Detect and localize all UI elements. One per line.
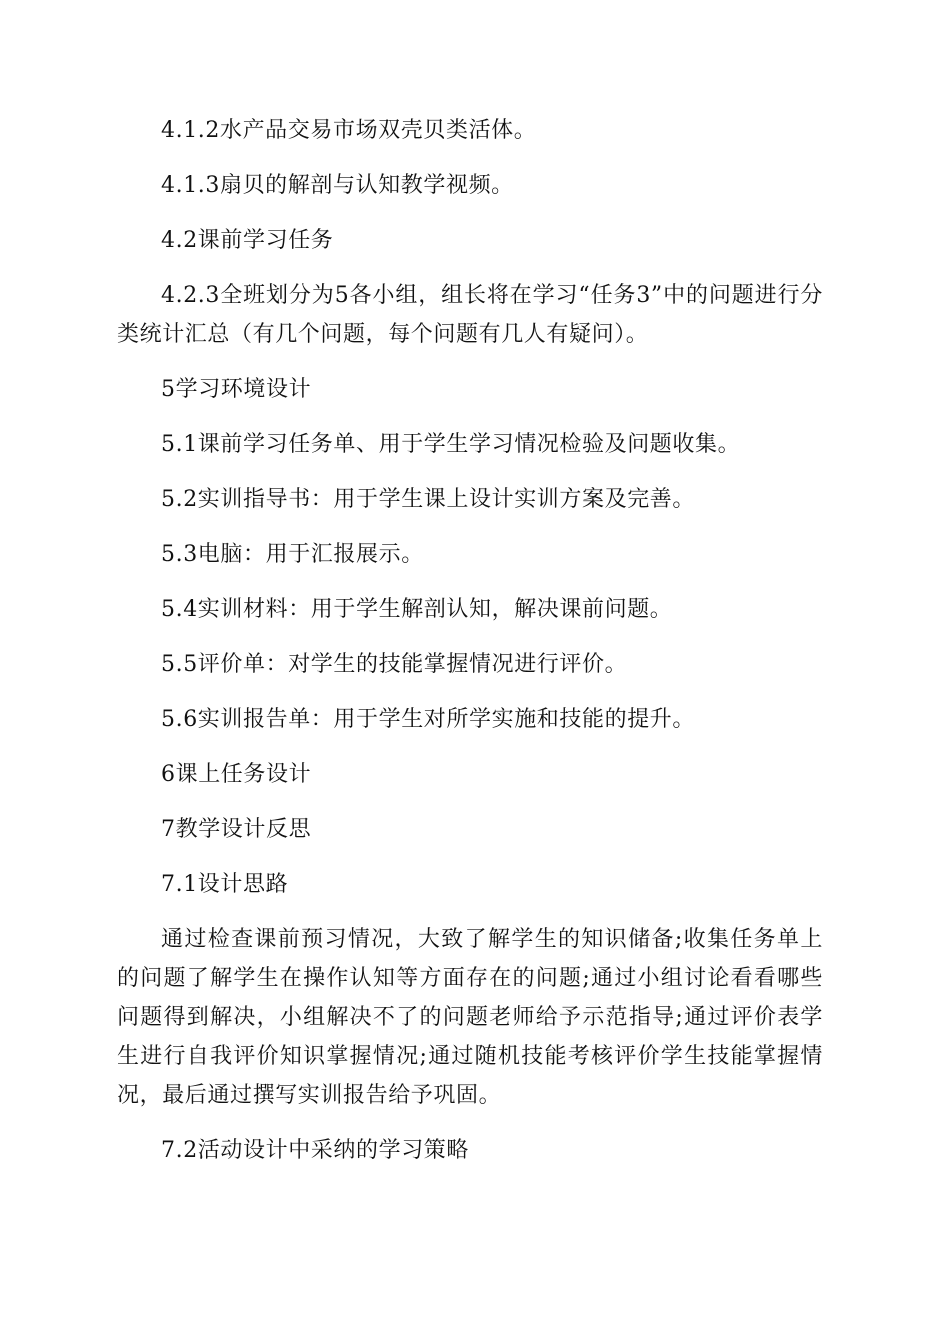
document-body [117, 111, 823, 1170]
heading-7: 7教学设计反思 [161, 817, 312, 842]
paragraph-5-1: 5.1课前学习任务单、用于学生学习情况检验及问题收集。 [161, 432, 741, 457]
paragraph-design-rationale: 通过检查课前预习情况，大致了解学生的知识储备;收集任务单上的问题了解学生在操作认知等方面存在的问题;通过小组讨论看看哪些问题得到解决，小组解决不了的问题老师给予示范指导;通过评价表学生进行自我评价知识掌握情况;通过随机技能考核评价学生技能掌握情况，最后通过撰写实训报告给予巩固。 [117, 927, 823, 1108]
paragraph-5-6: 5.6实训报告单：用于学生对所学实施和技能的提升。 [161, 707, 695, 732]
paragraph-4-1-2: 4.1.2水产品交易市场双壳贝类活体。 [161, 118, 537, 143]
heading-5: 5学习环境设计 [161, 377, 312, 402]
paragraph-5-3: 5.3电脑：用于汇报展示。 [161, 542, 424, 567]
paragraph-5-2: 5.2实训指导书：用于学生课上设计实训方案及完善。 [161, 487, 695, 512]
heading-7-1: 7.1设计思路 [161, 872, 289, 897]
paragraph-4-2-3: 4.2.3全班划分为5各小组，组长将在学习“任务3”中的问题进行分类统计汇总（有几个问题，每个问题有几人有疑问）。 [117, 283, 823, 347]
paragraph-5-4: 5.4实训材料：用于学生解剖认知，解决课前问题。 [161, 597, 673, 622]
heading-6: 6课上任务设计 [161, 762, 312, 787]
paragraph-4-1-3: 4.1.3扇贝的解剖与认知教学视频。 [161, 173, 514, 198]
paragraph-5-5: 5.5评价单：对学生的技能掌握情况进行评价。 [161, 652, 628, 677]
heading-4-2: 4.2课前学习任务 [161, 228, 334, 253]
heading-7-2: 7.2活动设计中采纳的学习策略 [161, 1138, 469, 1163]
